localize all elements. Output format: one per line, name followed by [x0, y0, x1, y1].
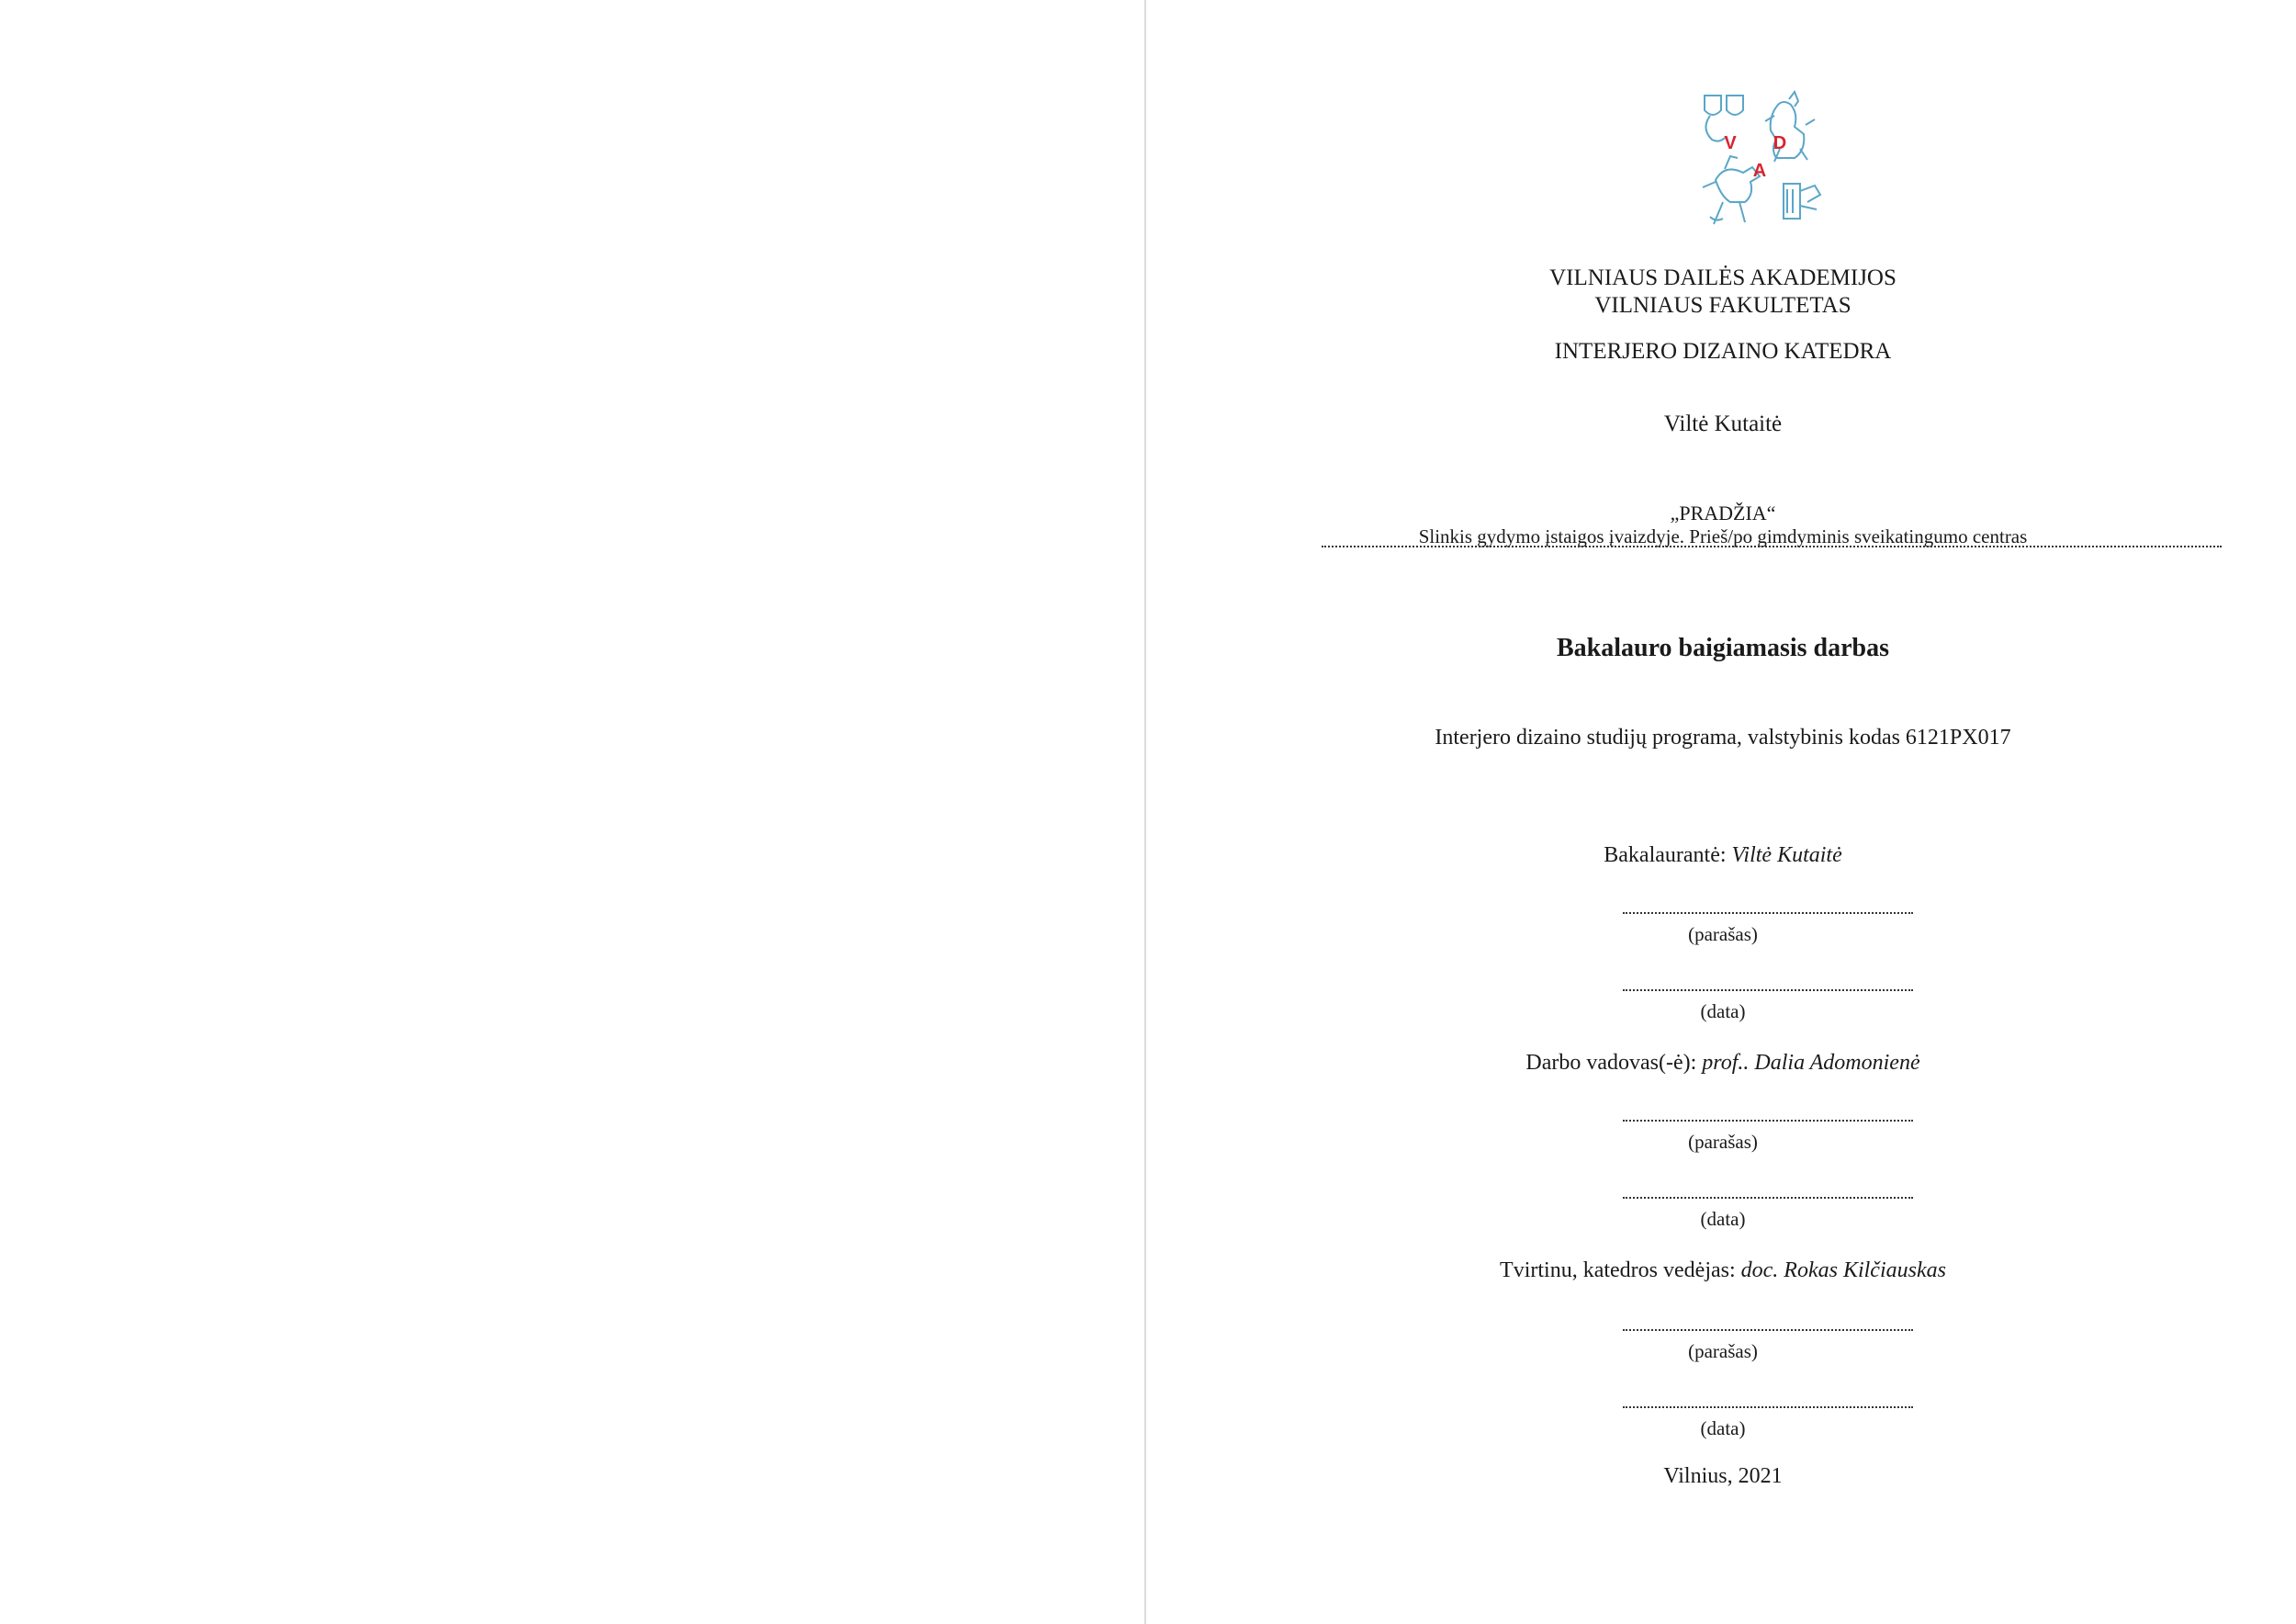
supervisor-line	[1150, 1051, 2296, 1076]
institution-line-2: VILNIAUS FAKULTETAS	[1594, 293, 1851, 318]
supervisor-label: Darbo vadovas(-ė):	[1525, 1051, 1697, 1075]
place-year: Vilnius, 2021	[1663, 1464, 1783, 1488]
supervisor-signature-label: (parašas)	[1688, 1131, 1758, 1153]
logo-letter-a: A	[1752, 161, 1767, 181]
work-type: Bakalauro baigiamasis darbas	[1556, 634, 1890, 662]
head-line	[1150, 1258, 2296, 1283]
student-date-label: (data)	[1700, 1000, 1746, 1022]
work-title: „PRADŽIA“	[1670, 502, 1776, 524]
student-name: Viltė Kutaitė	[1731, 843, 1842, 867]
work-subtitle: Slinkis gydymo įstaigos įvaizdyje. Prieš/po gimdyminis sveikatingumo centras	[1418, 525, 2028, 547]
study-program: Interjero dizaino studijų programa, valstybinis kodas 6121PX017	[1435, 726, 2011, 750]
academy-logo	[1697, 88, 1833, 233]
head-date-label: (data)	[1700, 1417, 1746, 1439]
title-page	[1150, 0, 2296, 1624]
supervisor-date-line	[1623, 1197, 1913, 1199]
head-name: doc. Rokas Kilčiauskas	[1740, 1258, 1946, 1282]
logo-letter-d: D	[1773, 133, 1787, 153]
institution-line-1: VILNIAUS DAILĖS AKADEMIJOS	[1549, 265, 1896, 290]
head-signature-label: (parašas)	[1688, 1340, 1758, 1362]
department-name: INTERJERO DIZAINO KATEDRA	[1554, 339, 1892, 364]
head-date-line	[1623, 1406, 1913, 1408]
student-signature-line	[1623, 912, 1913, 914]
title-underline	[1322, 546, 2222, 547]
student-label: Bakalaurantė:	[1604, 843, 1727, 867]
supervisor-signature-line	[1623, 1120, 1913, 1122]
logo-letter-v: V	[1724, 133, 1737, 153]
author-name: Viltė Kutaitė	[1663, 412, 1783, 436]
supervisor-name: prof.. Dalia Adomonienė	[1702, 1051, 1920, 1075]
head-label: Tvirtinu, katedros vedėjas:	[1500, 1258, 1736, 1282]
page-divider	[1144, 0, 1146, 1624]
head-signature-line	[1623, 1329, 1913, 1331]
supervisor-date-label: (data)	[1700, 1208, 1746, 1230]
student-line	[1150, 843, 2296, 868]
student-date-line	[1623, 989, 1913, 991]
student-signature-label: (parašas)	[1688, 923, 1758, 945]
